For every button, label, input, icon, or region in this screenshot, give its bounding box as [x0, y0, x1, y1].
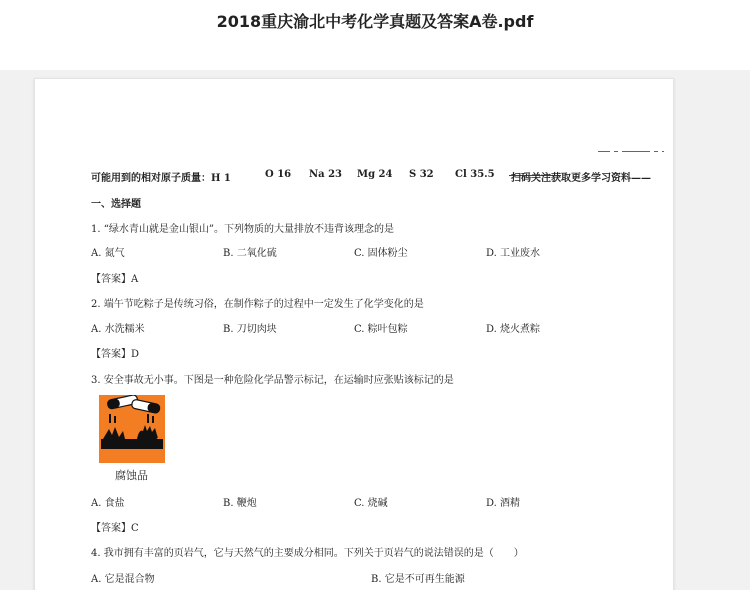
corrosive-hazard-icon [99, 395, 165, 463]
atomic-mass-line [91, 169, 661, 183]
option-a: A. 水洗糯米 [91, 324, 145, 335]
option-c: C. 烧碱 [354, 498, 388, 509]
atomic-mass-o: O 16 [265, 169, 292, 180]
atomic-mass-mg: Mg 24 [357, 169, 393, 180]
option-b: B. 鞭炮 [223, 498, 257, 509]
option-d: D. 工业废水 [486, 248, 541, 259]
question-4-stem: 4. 我市拥有丰富的页岩气，它与天然气的主要成分相同。下列关于页岩气的说法错误的是（ ） [91, 548, 524, 559]
atomic-mass-cl: Cl 35.5 [455, 169, 495, 180]
question-2-answer: 【答案】D [91, 349, 140, 360]
question-3-options [91, 494, 651, 508]
option-c: C. 固体粉尘 [354, 248, 408, 259]
question-2-options [91, 320, 651, 334]
option-b: B. 它是不可再生能源 [371, 574, 465, 585]
header-mark [598, 149, 664, 155]
option-a: A. 氮气 [91, 248, 125, 259]
pdf-page[interactable] [34, 78, 674, 590]
atomic-mass-label: 可能用到的相对原子质量：H 1 [91, 173, 231, 184]
document-title: 2018重庆渝北中考化学真题及答案A卷.pdf [216, 12, 534, 31]
option-b: B. 二氧化硫 [223, 248, 277, 259]
atomic-mass-s: S 32 [409, 169, 434, 180]
question-3-answer: 【答案】C [91, 523, 139, 534]
option-a: A. 食盐 [91, 498, 125, 509]
viewer-toolbar [0, 0, 750, 70]
option-a: A. 它是混合物 [91, 574, 155, 585]
question-4-options [91, 570, 651, 584]
atomic-mass-na: Na 23 [309, 169, 343, 180]
option-b: B. 刀切肉块 [223, 324, 277, 335]
question-1-answer: 【答案】A [91, 274, 139, 285]
question-1-stem: 1. “绿水青山就是金山银山”。下列物质的大量排放不违背该理念的是 [91, 224, 394, 235]
hazard-label: 腐蚀品 [115, 469, 148, 482]
option-c: C. 粽叶包粽 [354, 324, 408, 335]
question-1-options [91, 244, 651, 258]
option-d: D. 烧火煮粽 [486, 324, 541, 335]
question-2-stem: 2. 端午节吃粽子是传统习俗，在制作粽子的过程中一定发生了化学变化的是 [91, 299, 424, 310]
watermark-text: 扫码关注获取更多学习资料—— [511, 173, 651, 184]
option-d: D. 酒精 [486, 498, 521, 509]
section-title: 一、选择题 [91, 199, 141, 210]
question-3-stem: 3. 安全事故无小事。下图是一种危险化学品警示标记，在运输时应张贴该标记的是 [91, 375, 454, 386]
